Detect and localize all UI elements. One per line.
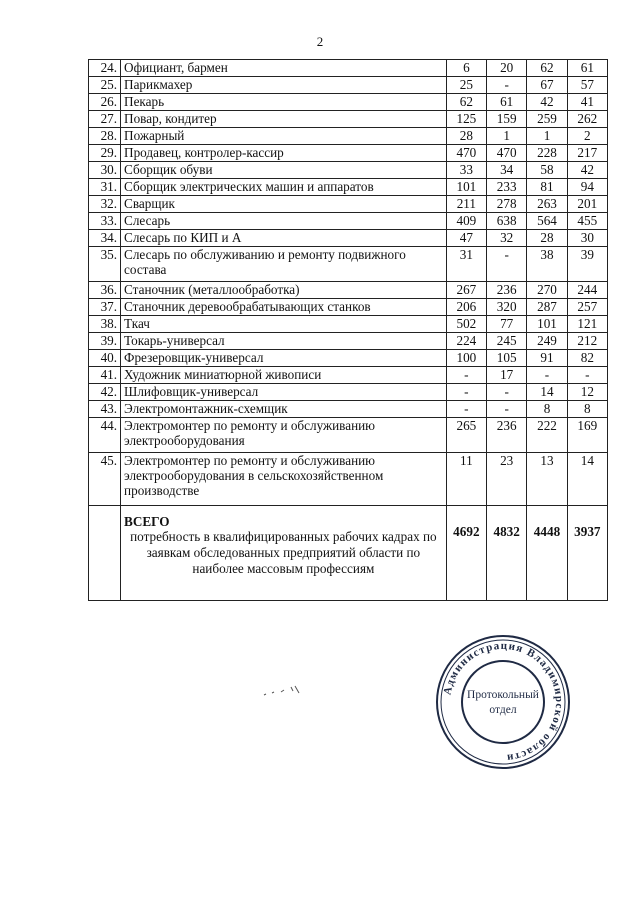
value-col-2: 233 bbox=[487, 179, 527, 196]
professions-table bbox=[88, 59, 608, 601]
row-number: 38. bbox=[89, 316, 121, 333]
value-col-4: 455 bbox=[567, 213, 607, 230]
row-number: 27. bbox=[89, 111, 121, 128]
profession-name: Художник миниатюрной живописи bbox=[121, 367, 447, 384]
value-col-3: 1 bbox=[527, 128, 567, 145]
profession-name: Пекарь bbox=[121, 94, 447, 111]
value-col-4: 217 bbox=[567, 145, 607, 162]
row-number: 26. bbox=[89, 94, 121, 111]
table-row bbox=[89, 453, 608, 506]
svg-text:Администрация Владимирской обл bbox=[441, 640, 565, 764]
value-col-1: 25 bbox=[446, 77, 486, 94]
value-col-1: 100 bbox=[446, 350, 486, 367]
row-number: 33. bbox=[89, 213, 121, 230]
value-col-2: 32 bbox=[487, 230, 527, 247]
page-number: 2 bbox=[316, 34, 324, 49]
value-col-1: 47 bbox=[446, 230, 486, 247]
profession-name: Повар, кондитер bbox=[121, 111, 447, 128]
value-col-4: 14 bbox=[567, 453, 607, 506]
value-col-4: 30 bbox=[567, 230, 607, 247]
value-col-1: 211 bbox=[446, 196, 486, 213]
value-col-3: 249 bbox=[527, 333, 567, 350]
table-row bbox=[89, 94, 608, 111]
stamp-center-line2: отдел bbox=[489, 704, 517, 716]
profession-name: Сборщик электрических машин и аппаратов bbox=[121, 179, 447, 196]
profession-name: Сварщик bbox=[121, 196, 447, 213]
value-col-4: 262 bbox=[567, 111, 607, 128]
total-value-col-4: 3937 bbox=[567, 506, 607, 601]
profession-name: Официант, бармен bbox=[121, 60, 447, 77]
profession-name: Станочник деревообрабатывающих станков bbox=[121, 299, 447, 316]
value-col-2: 34 bbox=[487, 162, 527, 179]
profession-name: Электромонтажник-схемщик bbox=[121, 401, 447, 418]
row-number: 42. bbox=[89, 384, 121, 401]
row-number: 37. bbox=[89, 299, 121, 316]
total-row bbox=[89, 506, 608, 601]
value-col-1: 101 bbox=[446, 179, 486, 196]
value-col-2: - bbox=[487, 247, 527, 282]
value-col-1: 224 bbox=[446, 333, 486, 350]
value-col-2: - bbox=[487, 384, 527, 401]
value-col-4: 169 bbox=[567, 418, 607, 453]
value-col-1: 11 bbox=[446, 453, 486, 506]
value-col-1: 125 bbox=[446, 111, 486, 128]
value-col-4: 2 bbox=[567, 128, 607, 145]
value-col-3: 101 bbox=[527, 316, 567, 333]
value-col-1: 33 bbox=[446, 162, 486, 179]
table-row bbox=[89, 299, 608, 316]
value-col-1: - bbox=[446, 367, 486, 384]
row-number: 32. bbox=[89, 196, 121, 213]
value-col-4: 212 bbox=[567, 333, 607, 350]
value-col-4: 41 bbox=[567, 94, 607, 111]
total-value-col-2: 4832 bbox=[487, 506, 527, 601]
profession-name: Станочник (металлообработка) bbox=[121, 282, 447, 299]
value-col-2: - bbox=[487, 401, 527, 418]
value-col-1: 502 bbox=[446, 316, 486, 333]
value-col-2: 23 bbox=[487, 453, 527, 506]
table-row bbox=[89, 350, 608, 367]
pen-mark bbox=[262, 683, 312, 703]
profession-name: Сборщик обуви bbox=[121, 162, 447, 179]
value-col-3: 62 bbox=[527, 60, 567, 77]
value-col-2: 236 bbox=[487, 418, 527, 453]
profession-name: Пожарный bbox=[121, 128, 447, 145]
profession-name: Шлифовщик-универсал bbox=[121, 384, 447, 401]
row-number: 29. bbox=[89, 145, 121, 162]
table-row bbox=[89, 128, 608, 145]
table-row bbox=[89, 316, 608, 333]
profession-name: Токарь-универсал bbox=[121, 333, 447, 350]
table-row bbox=[89, 333, 608, 350]
value-col-4: 244 bbox=[567, 282, 607, 299]
table-row bbox=[89, 418, 608, 453]
official-stamp bbox=[433, 632, 573, 772]
value-col-3: 228 bbox=[527, 145, 567, 162]
row-number: 31. bbox=[89, 179, 121, 196]
total-label-cell bbox=[121, 506, 447, 601]
value-col-1: 470 bbox=[446, 145, 486, 162]
value-col-2: 236 bbox=[487, 282, 527, 299]
profession-name: Парикмахер bbox=[121, 77, 447, 94]
value-col-2: 1 bbox=[487, 128, 527, 145]
row-number: 28. bbox=[89, 128, 121, 145]
value-col-3: 222 bbox=[527, 418, 567, 453]
value-col-2: 105 bbox=[487, 350, 527, 367]
value-col-1: - bbox=[446, 401, 486, 418]
value-col-1: 409 bbox=[446, 213, 486, 230]
value-col-4: 61 bbox=[567, 60, 607, 77]
profession-name: Слесарь по КИП и А bbox=[121, 230, 447, 247]
table-row bbox=[89, 230, 608, 247]
total-value-col-1: 4692 bbox=[446, 506, 486, 601]
value-col-1: 265 bbox=[446, 418, 486, 453]
value-col-3: 13 bbox=[527, 453, 567, 506]
value-col-1: 206 bbox=[446, 299, 486, 316]
value-col-3: 67 bbox=[527, 77, 567, 94]
table-row bbox=[89, 145, 608, 162]
row-number: 24. bbox=[89, 60, 121, 77]
total-description: потребность в квалифицированных рабочих кадрах по заявкам обследованных предприятий области по наиболее массовым профессиям bbox=[130, 529, 437, 576]
value-col-1: - bbox=[446, 384, 486, 401]
total-heading: ВСЕГО bbox=[124, 514, 170, 529]
value-col-2: 245 bbox=[487, 333, 527, 350]
row-number: 43. bbox=[89, 401, 121, 418]
value-col-4: 82 bbox=[567, 350, 607, 367]
profession-name: Продавец, контролер-кассир bbox=[121, 145, 447, 162]
value-col-4: 39 bbox=[567, 247, 607, 282]
profession-name: Слесарь по обслуживанию и ремонту подвижного состава bbox=[121, 247, 447, 282]
value-col-2: 470 bbox=[487, 145, 527, 162]
table-row bbox=[89, 111, 608, 128]
table-row bbox=[89, 213, 608, 230]
value-col-3: 263 bbox=[527, 196, 567, 213]
value-col-3: 14 bbox=[527, 384, 567, 401]
table-row bbox=[89, 196, 608, 213]
value-col-3: - bbox=[527, 367, 567, 384]
table-row bbox=[89, 384, 608, 401]
table-row bbox=[89, 367, 608, 384]
table-row bbox=[89, 401, 608, 418]
value-col-3: 81 bbox=[527, 179, 567, 196]
row-number: 36. bbox=[89, 282, 121, 299]
value-col-2: 17 bbox=[487, 367, 527, 384]
value-col-2: 77 bbox=[487, 316, 527, 333]
profession-name: Электромонтер по ремонту и обслуживанию электрооборудования bbox=[121, 418, 447, 453]
row-number: 39. bbox=[89, 333, 121, 350]
total-number-cell bbox=[89, 506, 121, 601]
value-col-1: 267 bbox=[446, 282, 486, 299]
value-col-4: 12 bbox=[567, 384, 607, 401]
profession-name: Электромонтер по ремонту и обслуживанию электрооборудования в сельскохозяйственном производстве bbox=[121, 453, 447, 506]
value-col-4: 121 bbox=[567, 316, 607, 333]
table-row bbox=[89, 179, 608, 196]
table-row bbox=[89, 282, 608, 299]
row-number: 40. bbox=[89, 350, 121, 367]
table-row bbox=[89, 77, 608, 94]
value-col-3: 270 bbox=[527, 282, 567, 299]
value-col-2: 320 bbox=[487, 299, 527, 316]
value-col-4: 57 bbox=[567, 77, 607, 94]
row-number: 34. bbox=[89, 230, 121, 247]
value-col-4: 257 bbox=[567, 299, 607, 316]
profession-name: Ткач bbox=[121, 316, 447, 333]
profession-name: Фрезеровщик-универсал bbox=[121, 350, 447, 367]
value-col-2: - bbox=[487, 77, 527, 94]
table-row bbox=[89, 60, 608, 77]
row-number: 30. bbox=[89, 162, 121, 179]
row-number: 44. bbox=[89, 418, 121, 453]
value-col-4: 201 bbox=[567, 196, 607, 213]
value-col-3: 91 bbox=[527, 350, 567, 367]
total-value-col-3: 4448 bbox=[527, 506, 567, 601]
value-col-3: 42 bbox=[527, 94, 567, 111]
value-col-1: 31 bbox=[446, 247, 486, 282]
value-col-1: 28 bbox=[446, 128, 486, 145]
value-col-2: 61 bbox=[487, 94, 527, 111]
row-number: 41. bbox=[89, 367, 121, 384]
value-col-1: 62 bbox=[446, 94, 486, 111]
value-col-2: 638 bbox=[487, 213, 527, 230]
row-number: 35. bbox=[89, 247, 121, 282]
value-col-2: 20 bbox=[487, 60, 527, 77]
value-col-3: 28 bbox=[527, 230, 567, 247]
value-col-2: 278 bbox=[487, 196, 527, 213]
value-col-3: 8 bbox=[527, 401, 567, 418]
value-col-4: 42 bbox=[567, 162, 607, 179]
value-col-4: 94 bbox=[567, 179, 607, 196]
value-col-2: 159 bbox=[487, 111, 527, 128]
row-number: 45. bbox=[89, 453, 121, 506]
profession-name: Слесарь bbox=[121, 213, 447, 230]
stamp-center-line1: Протокольный bbox=[467, 689, 539, 701]
value-col-4: - bbox=[567, 367, 607, 384]
value-col-3: 564 bbox=[527, 213, 567, 230]
value-col-4: 8 bbox=[567, 401, 607, 418]
row-number: 25. bbox=[89, 77, 121, 94]
table-row bbox=[89, 162, 608, 179]
value-col-3: 259 bbox=[527, 111, 567, 128]
stamp-ring-text: Администрация Владимирской области bbox=[441, 639, 566, 765]
table-row bbox=[89, 247, 608, 282]
value-col-3: 58 bbox=[527, 162, 567, 179]
value-col-3: 287 bbox=[527, 299, 567, 316]
value-col-1: 6 bbox=[446, 60, 486, 77]
value-col-3: 38 bbox=[527, 247, 567, 282]
